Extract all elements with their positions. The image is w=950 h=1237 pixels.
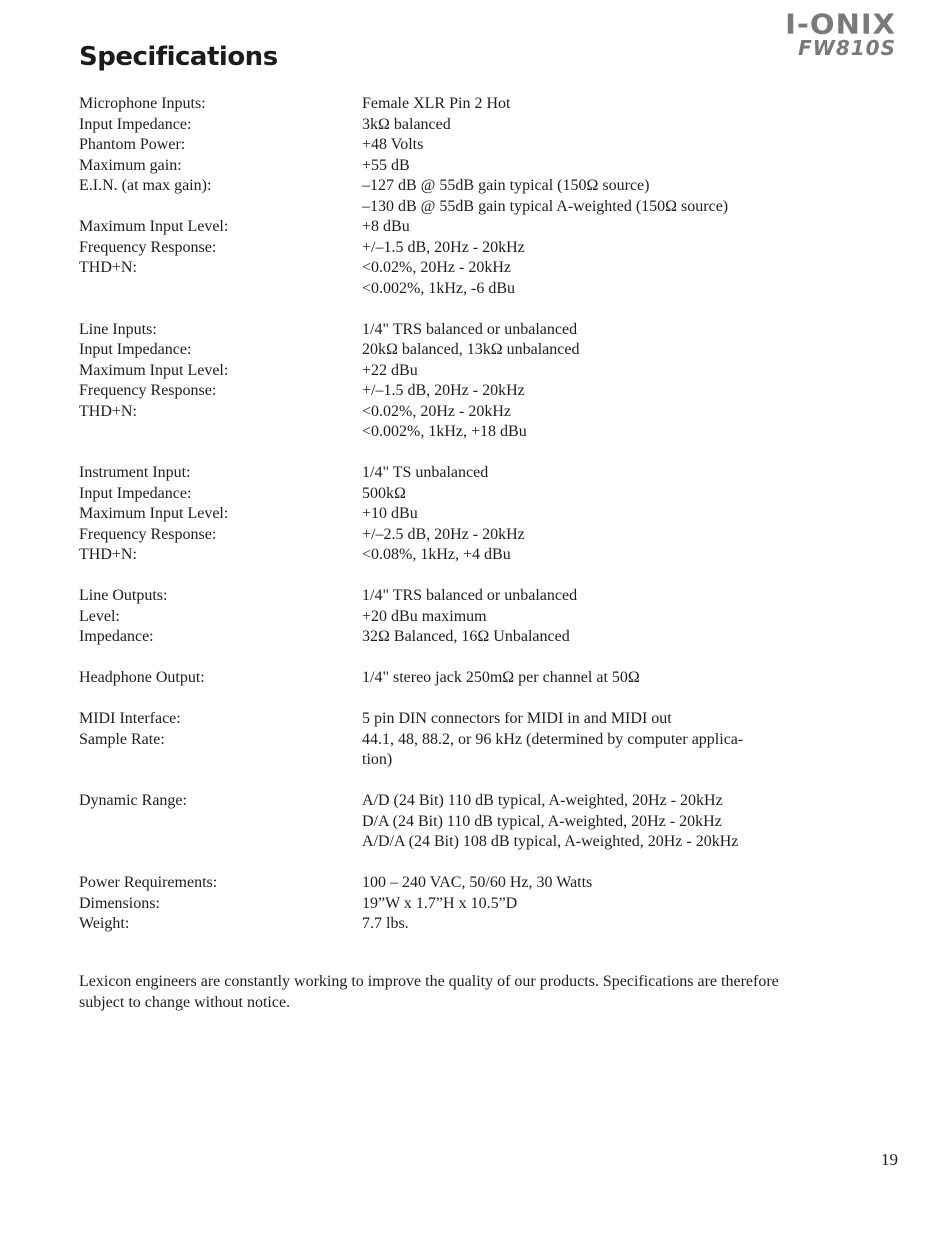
spec-row xyxy=(79,627,799,648)
spec-row xyxy=(79,873,799,894)
spec-label: Maximum Input Level: xyxy=(79,218,229,235)
spec-value xyxy=(362,894,774,915)
spec-value xyxy=(362,791,774,853)
spec-row xyxy=(79,176,799,217)
spec-label: Maximum gain: xyxy=(79,156,182,174)
spec-value-line: +/–1.5 dB, 20Hz - 20kHz xyxy=(362,382,525,399)
spec-label: Sample Rate: xyxy=(79,730,165,748)
spec-value-line: +/–2.5 dB, 20Hz - 20kHz xyxy=(362,525,525,543)
spec-label: THD+N: xyxy=(79,259,137,276)
spec-value-line: +8 dBu xyxy=(362,218,410,235)
spec-label: Instrument Input: xyxy=(79,464,191,481)
spec-value-line: 3kΩ balanced xyxy=(362,115,451,133)
spec-value xyxy=(362,402,774,443)
spec-value-line: 32Ω Balanced, 16Ω Unbalanced xyxy=(362,628,570,645)
spec-label: Input Impedance: xyxy=(79,115,192,133)
spec-row xyxy=(79,156,799,177)
spec-value xyxy=(362,586,774,607)
spec-row xyxy=(79,94,799,115)
page-number: 19 xyxy=(881,1150,898,1169)
spec-row xyxy=(79,894,799,915)
spec-label: Line Inputs: xyxy=(79,320,157,338)
spec-row xyxy=(79,709,799,730)
spec-value xyxy=(362,340,774,361)
spec-group xyxy=(79,463,799,566)
spec-value-line: 7.7 lbs. xyxy=(362,915,409,932)
spec-value-line: <0.002%, 1kHz, +18 dBu xyxy=(362,423,527,440)
spec-value-line: <0.02%, 20Hz - 20kHz xyxy=(362,402,511,420)
spec-value xyxy=(362,94,774,115)
spec-value xyxy=(362,217,774,238)
spec-row xyxy=(79,463,799,484)
spec-value-line: 1/4" TRS balanced or unbalanced xyxy=(362,320,578,338)
spec-label: Dynamic Range: xyxy=(79,792,187,809)
specifications-table xyxy=(79,94,799,955)
ionix-fw810s-logo xyxy=(784,7,896,60)
spec-label: E.I.N. (at max gain): xyxy=(79,177,212,194)
spec-value-line: Female XLR Pin 2 Hot xyxy=(362,95,511,112)
spec-value-line: tion) xyxy=(362,751,393,768)
spec-value xyxy=(362,258,774,299)
spec-value xyxy=(362,627,774,648)
spec-value xyxy=(362,135,774,156)
spec-value-line: 19”W x 1.7”H x 10.5”D xyxy=(362,894,518,912)
spec-row xyxy=(79,135,799,156)
spec-row xyxy=(79,730,799,771)
spec-value xyxy=(362,709,774,730)
spec-value-line: 5 pin DIN connectors for MIDI in and MIDI out xyxy=(362,710,672,727)
spec-value-line: 44.1, 48, 88.2, or 96 kHz (determined by computer applica- xyxy=(362,730,744,748)
spec-value xyxy=(362,914,774,935)
spec-row xyxy=(79,607,799,628)
spec-row xyxy=(79,914,799,935)
spec-row xyxy=(79,484,799,505)
spec-value xyxy=(362,525,774,546)
spec-value-line: +22 dBu xyxy=(362,361,418,379)
spec-label: Input Impedance: xyxy=(79,484,192,502)
spec-value xyxy=(362,463,774,484)
spec-value-line: +20 dBu maximum xyxy=(362,607,487,625)
spec-label: Frequency Response: xyxy=(79,382,217,399)
spec-row xyxy=(79,525,799,546)
spec-row xyxy=(79,381,799,402)
spec-value-line: A/D (24 Bit) 110 dB typical, A-weighted, 20Hz - 20kHz xyxy=(362,792,723,809)
spec-value xyxy=(362,730,774,771)
spec-label: Headphone Output: xyxy=(79,669,205,686)
logo-brand-text: I-ONIX xyxy=(785,7,896,41)
spec-group xyxy=(79,586,799,648)
spec-row xyxy=(79,320,799,341)
spec-value xyxy=(362,545,774,566)
spec-value xyxy=(362,176,774,217)
spec-value-line: <0.02%, 20Hz - 20kHz xyxy=(362,259,511,276)
spec-value-line: –130 dB @ 55dB gain typical A-weighted (150Ω source) xyxy=(362,197,729,215)
spec-row xyxy=(79,340,799,361)
spec-value-line: +/–1.5 dB, 20Hz - 20kHz xyxy=(362,238,525,256)
spec-label: Frequency Response: xyxy=(79,525,217,543)
spec-value-line: 100 – 240 VAC, 50/60 Hz, 30 Watts xyxy=(362,874,593,891)
spec-group xyxy=(79,668,799,689)
spec-value-line: D/A (24 Bit) 110 dB typical, A-weighted, 20Hz - 20kHz xyxy=(362,812,722,830)
spec-value-line: 1/4" TRS balanced or unbalanced xyxy=(362,587,578,604)
spec-label: THD+N: xyxy=(79,546,137,563)
spec-row xyxy=(79,545,799,566)
footer-note: Lexicon engineers are constantly working to improve the quality of our products. Specifications are therefore subject to change without notice. xyxy=(79,973,779,1011)
spec-group xyxy=(79,94,799,299)
spec-label: Maximum Input Level: xyxy=(79,361,229,379)
spec-value-line: A/D/A (24 Bit) 108 dB typical, A-weighted, 20Hz - 20kHz xyxy=(362,833,739,850)
spec-label: Microphone Inputs: xyxy=(79,95,206,112)
spec-value xyxy=(362,238,774,259)
spec-value-line: +48 Volts xyxy=(362,136,424,153)
spec-group xyxy=(79,320,799,443)
spec-row xyxy=(79,115,799,136)
spec-value-line: 500kΩ xyxy=(362,484,406,502)
spec-value xyxy=(362,607,774,628)
spec-label: THD+N: xyxy=(79,402,137,420)
spec-value-line: –127 dB @ 55dB gain typical (150Ω source) xyxy=(362,177,650,194)
spec-group xyxy=(79,873,799,935)
spec-label: Impedance: xyxy=(79,628,154,645)
spec-label: Weight: xyxy=(79,915,130,932)
spec-label: Input Impedance: xyxy=(79,341,192,358)
spec-row xyxy=(79,668,799,689)
spec-group xyxy=(79,791,799,853)
spec-row xyxy=(79,217,799,238)
spec-value xyxy=(362,484,774,505)
page-title: Specifications xyxy=(79,42,278,72)
spec-label: Level: xyxy=(79,607,120,625)
spec-value xyxy=(362,361,774,382)
spec-value-line: +10 dBu xyxy=(362,505,418,522)
spec-label: Line Outputs: xyxy=(79,587,168,604)
spec-label: Maximum Input Level: xyxy=(79,505,229,522)
spec-value xyxy=(362,156,774,177)
spec-row xyxy=(79,361,799,382)
spec-label: Phantom Power: xyxy=(79,136,186,153)
spec-label: Frequency Response: xyxy=(79,238,217,256)
spec-row xyxy=(79,586,799,607)
spec-label: Power Requirements: xyxy=(79,874,218,891)
spec-group xyxy=(79,709,799,771)
spec-value-line: +55 dB xyxy=(362,156,410,174)
spec-value xyxy=(362,668,774,689)
spec-value-line: <0.08%, 1kHz, +4 dBu xyxy=(362,546,511,563)
spec-row xyxy=(79,402,799,443)
spec-row xyxy=(79,791,799,853)
spec-value xyxy=(362,873,774,894)
spec-value-line: <0.002%, 1kHz, -6 dBu xyxy=(362,279,516,297)
spec-value xyxy=(362,320,774,341)
spec-value-line: 20kΩ balanced, 13kΩ unbalanced xyxy=(362,341,580,358)
spec-label: Dimensions: xyxy=(79,894,160,912)
spec-row xyxy=(79,238,799,259)
logo-model-text: FW810S xyxy=(798,36,896,60)
spec-label: MIDI Interface: xyxy=(79,710,181,727)
spec-row xyxy=(79,504,799,525)
spec-value xyxy=(362,504,774,525)
spec-value-line: 1/4" stereo jack 250mΩ per channel at 50Ω xyxy=(362,669,640,686)
spec-value-line: 1/4" TS unbalanced xyxy=(362,464,489,481)
spec-row xyxy=(79,258,799,299)
spec-value xyxy=(362,115,774,136)
spec-value xyxy=(362,381,774,402)
